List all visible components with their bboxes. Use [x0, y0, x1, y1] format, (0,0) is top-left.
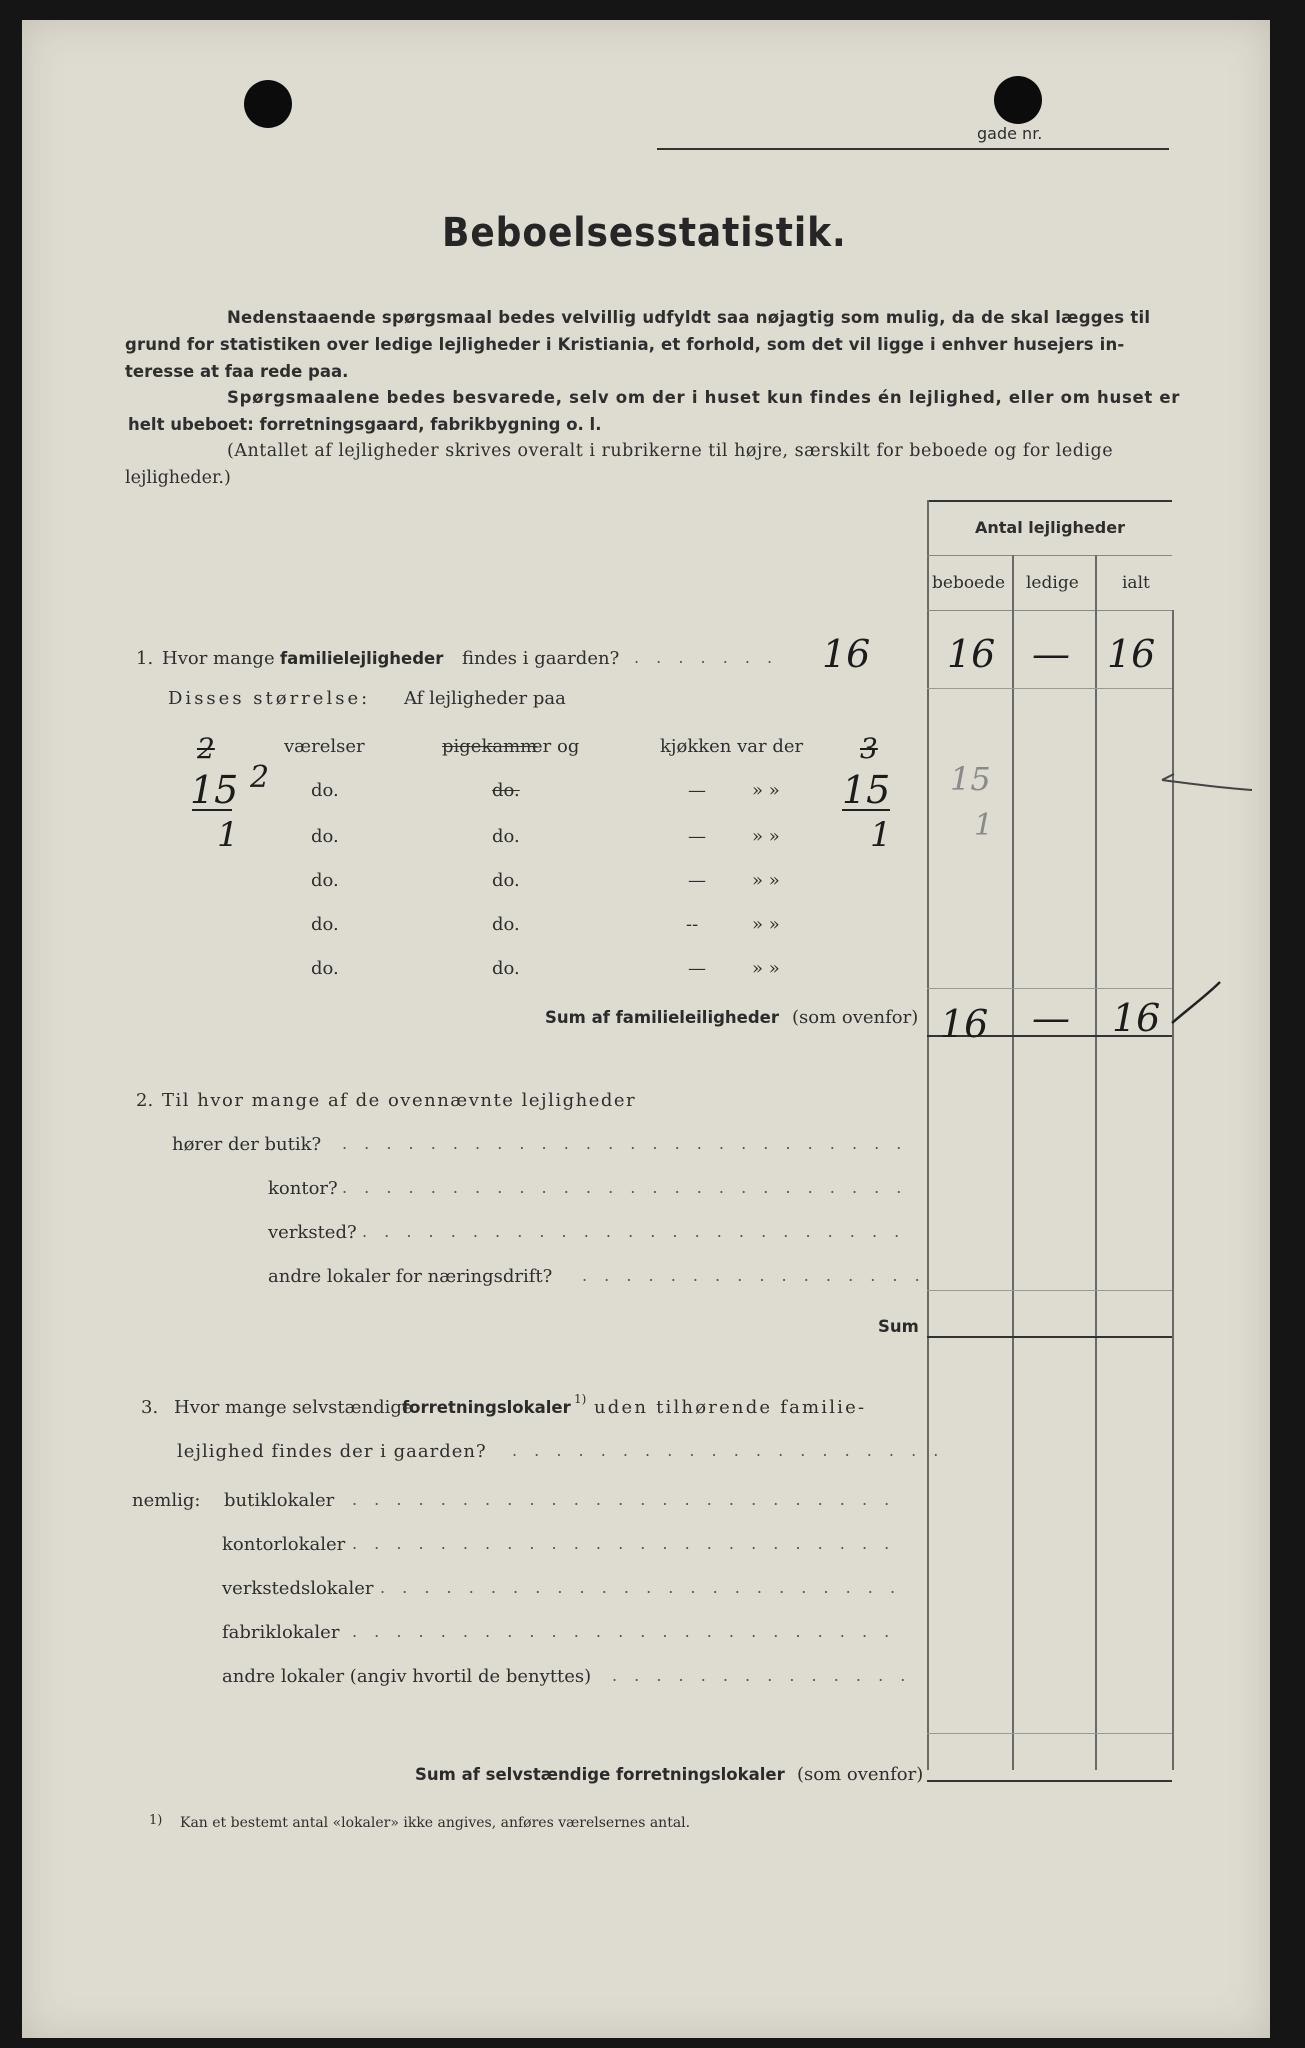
q3-item-andre: andre lokaler (angiv hvortil de benyttes)	[222, 1666, 592, 1687]
hw-arrow-right-margin	[1162, 774, 1252, 790]
q1-sum-beboede: 16	[940, 1002, 989, 1046]
q2-item-kontor: kontor?	[268, 1178, 338, 1199]
q1-row3-do-2: do.	[492, 870, 520, 891]
gade-label: gade nr.	[977, 124, 1043, 143]
q1-row5-quote: » »	[752, 958, 780, 979]
form-sheet	[22, 20, 1270, 2038]
footnote-mark: 1)	[149, 1813, 163, 1828]
q1-ialt: 16	[1107, 632, 1156, 676]
q2-item-kontor-dots: . . . . . . . . . . . . . . . . . . . . . . . . . .	[342, 1178, 908, 1197]
q1-beboede: 16	[947, 632, 996, 676]
q1-row1-dash: —	[688, 780, 706, 801]
q1-text-a: Hvor mange	[162, 648, 275, 669]
col-header-ialt: ialt	[1122, 573, 1150, 593]
q1-row1-left-hw: 15	[190, 768, 239, 812]
q2-number: 2.	[136, 1090, 154, 1111]
q1-row2-do-2: do.	[492, 826, 520, 847]
q2-item-verksted-dots: . . . . . . . . . . . . . . . . . . . . . . . . .	[362, 1222, 906, 1241]
q3-text-c: lejlighed findes der i gaarden?	[177, 1441, 487, 1462]
q1-row5-do-1: do.	[311, 958, 339, 979]
intro-p1-l3: teresse at faa rede paa.	[125, 362, 349, 381]
q2-item-andre: andre lokaler for næringsdrift?	[268, 1266, 553, 1287]
q1-row1-extra-hw: 2	[250, 760, 270, 795]
q1-row2-dash: —	[688, 826, 706, 847]
intro-p3-l1: (Antallet af lejligheder skrives overalt i rubrikerne til højre, særskilt for beboede og for ledige	[227, 441, 1114, 461]
q1-sub-b: Af lejligheder paa	[404, 688, 566, 709]
q1-row1-do-1: do.	[311, 780, 339, 801]
footnote-text: Kan et bestemt antal «lokaler» ikke angives, anføres værelsernes antal.	[180, 1815, 691, 1831]
q1-answer: 16	[822, 632, 871, 676]
q1-row1-quote: » »	[752, 780, 780, 801]
q1-text-bold: familielejligheder	[280, 649, 444, 668]
q3-number: 3.	[141, 1397, 159, 1418]
q1-row-kjokken: kjøkken var der	[660, 736, 804, 757]
q2-sum: Sum	[878, 1317, 919, 1336]
q1-row1-do-2: do.	[492, 780, 520, 801]
q3-item-andre-dots: . . . . . . . . . . . . . .	[612, 1666, 912, 1685]
intro-p1-l2: grund for statistiken over ledige lejligheder i Kristiania, et forhold, som det vil ligge i enhver husejers in-	[125, 335, 1125, 354]
q1-row-vaerelser: værelser	[284, 736, 365, 757]
q1-row4-do-1: do.	[311, 914, 339, 935]
q1-row2-quote: » »	[752, 826, 780, 847]
q1-text-b: findes i gaarden?	[462, 648, 620, 669]
q3-text-a: Hvor mange selvstændige	[174, 1397, 413, 1418]
q3-item-verksted-dots: . . . . . . . . . . . . . . . . . . . . . . . .	[380, 1578, 902, 1597]
q1-row4-do-2: do.	[492, 914, 520, 935]
q1-sum-rest: (som ovenfor)	[792, 1007, 919, 1028]
q3-item-fabrik: fabriklokaler	[222, 1622, 340, 1643]
q1-row3-dash: —	[688, 870, 706, 891]
q3-sup: 1)	[574, 1392, 587, 1406]
q3-item-fabrik-dots: . . . . . . . . . . . . . . . . . . . . . . . . .	[352, 1622, 896, 1641]
q1-row0-left-hw: 2	[197, 732, 215, 765]
intro-p3-l2: lejligheder.)	[125, 468, 231, 488]
page-title: Beboelsesstatistik.	[442, 210, 847, 256]
q1-row2-do-1: do.	[311, 826, 339, 847]
q1-sum-ledige: —	[1032, 996, 1070, 1040]
q2-item-andre-dots: . . . . . . . . . . . . . . . .	[582, 1266, 926, 1285]
handwritten-marks	[22, 20, 1270, 2038]
q3-text-c-dots: . . . . . . . . . . . . . . . . . . . .	[512, 1441, 945, 1460]
q3-nemlig: nemlig:	[132, 1490, 201, 1511]
intro-p2-l1: Spørgsmaalene bedes besvarede, selv om der i huset kun findes én lejlighed, eller om huset er	[227, 388, 1181, 407]
q1-row-pige-rest: er og	[532, 736, 580, 757]
col-header-beboede: beboede	[932, 573, 1006, 593]
q1-ledige: —	[1032, 632, 1070, 676]
hw-tick-sum	[1172, 982, 1220, 1023]
q1-row4-quote: » »	[752, 914, 780, 935]
q1-row2-right-hw: 1	[870, 815, 892, 855]
q1-sum-ialt: 16	[1112, 996, 1161, 1040]
intro-p2-l2: helt ubeboet: forretningsgaard, fabrikbygning o. l.	[128, 415, 602, 434]
q2-item-verksted: verksted?	[268, 1222, 357, 1243]
q1-row4-dash: --	[686, 914, 699, 935]
table-title: Antal lejligheder	[975, 518, 1125, 537]
q3-sum-bold: Sum af selvstændige forretningslokaler	[415, 1765, 785, 1784]
q1-row1-beboede-hw: 15	[950, 760, 991, 798]
q1-row3-quote: » »	[752, 870, 780, 891]
q1-row0-right-hw: 3	[860, 732, 878, 765]
q3-text-bold: forretningslokaler	[402, 1398, 571, 1417]
q1-row2-beboede-hw: 1	[974, 808, 994, 843]
q3-item-butik-dots: . . . . . . . . . . . . . . . . . . . . . . . . .	[352, 1490, 896, 1509]
q3-item-kontor-dots: . . . . . . . . . . . . . . . . . . . . . . . . .	[352, 1534, 896, 1553]
intro-p1-l1: Nedenstaaende spørgsmaal bedes velvillig udfyldt saa nøjagtig som mulig, da de skal lægges til	[227, 308, 1151, 327]
q1-sub-a: Disses størrelse:	[168, 688, 371, 709]
q1-row5-dash: —	[688, 958, 706, 979]
q3-item-verksted: verkstedslokaler	[222, 1578, 374, 1599]
q1-row3-do-1: do.	[311, 870, 339, 891]
q1-number: 1.	[136, 648, 154, 669]
q1-sum-bold: Sum af familieleiligheder	[545, 1008, 779, 1027]
q3-item-kontor: kontorlokaler	[222, 1534, 346, 1555]
q1-row5-do-2: do.	[492, 958, 520, 979]
q2-item-butik-dots: . . . . . . . . . . . . . . . . . . . . . . . . . .	[342, 1134, 908, 1153]
col-header-ledige: ledige	[1026, 573, 1079, 593]
q1-row2-left-hw: 1	[217, 815, 239, 855]
q2-item-butik: hører der butik?	[172, 1134, 322, 1155]
q3-sum-rest: (som ovenfor)	[797, 1764, 924, 1785]
q3-item-butik: butiklokaler	[224, 1490, 335, 1511]
q2-text: Til hvor mange af de ovennævnte lejligheder	[162, 1090, 637, 1111]
q3-text-b: uden tilhørende familie-	[594, 1397, 867, 1418]
q1-row1-right-hw: 15	[842, 768, 891, 812]
q1-row-pige-struck: pigekamm	[442, 736, 538, 757]
q1-dots: . . . . . . .	[634, 648, 779, 667]
